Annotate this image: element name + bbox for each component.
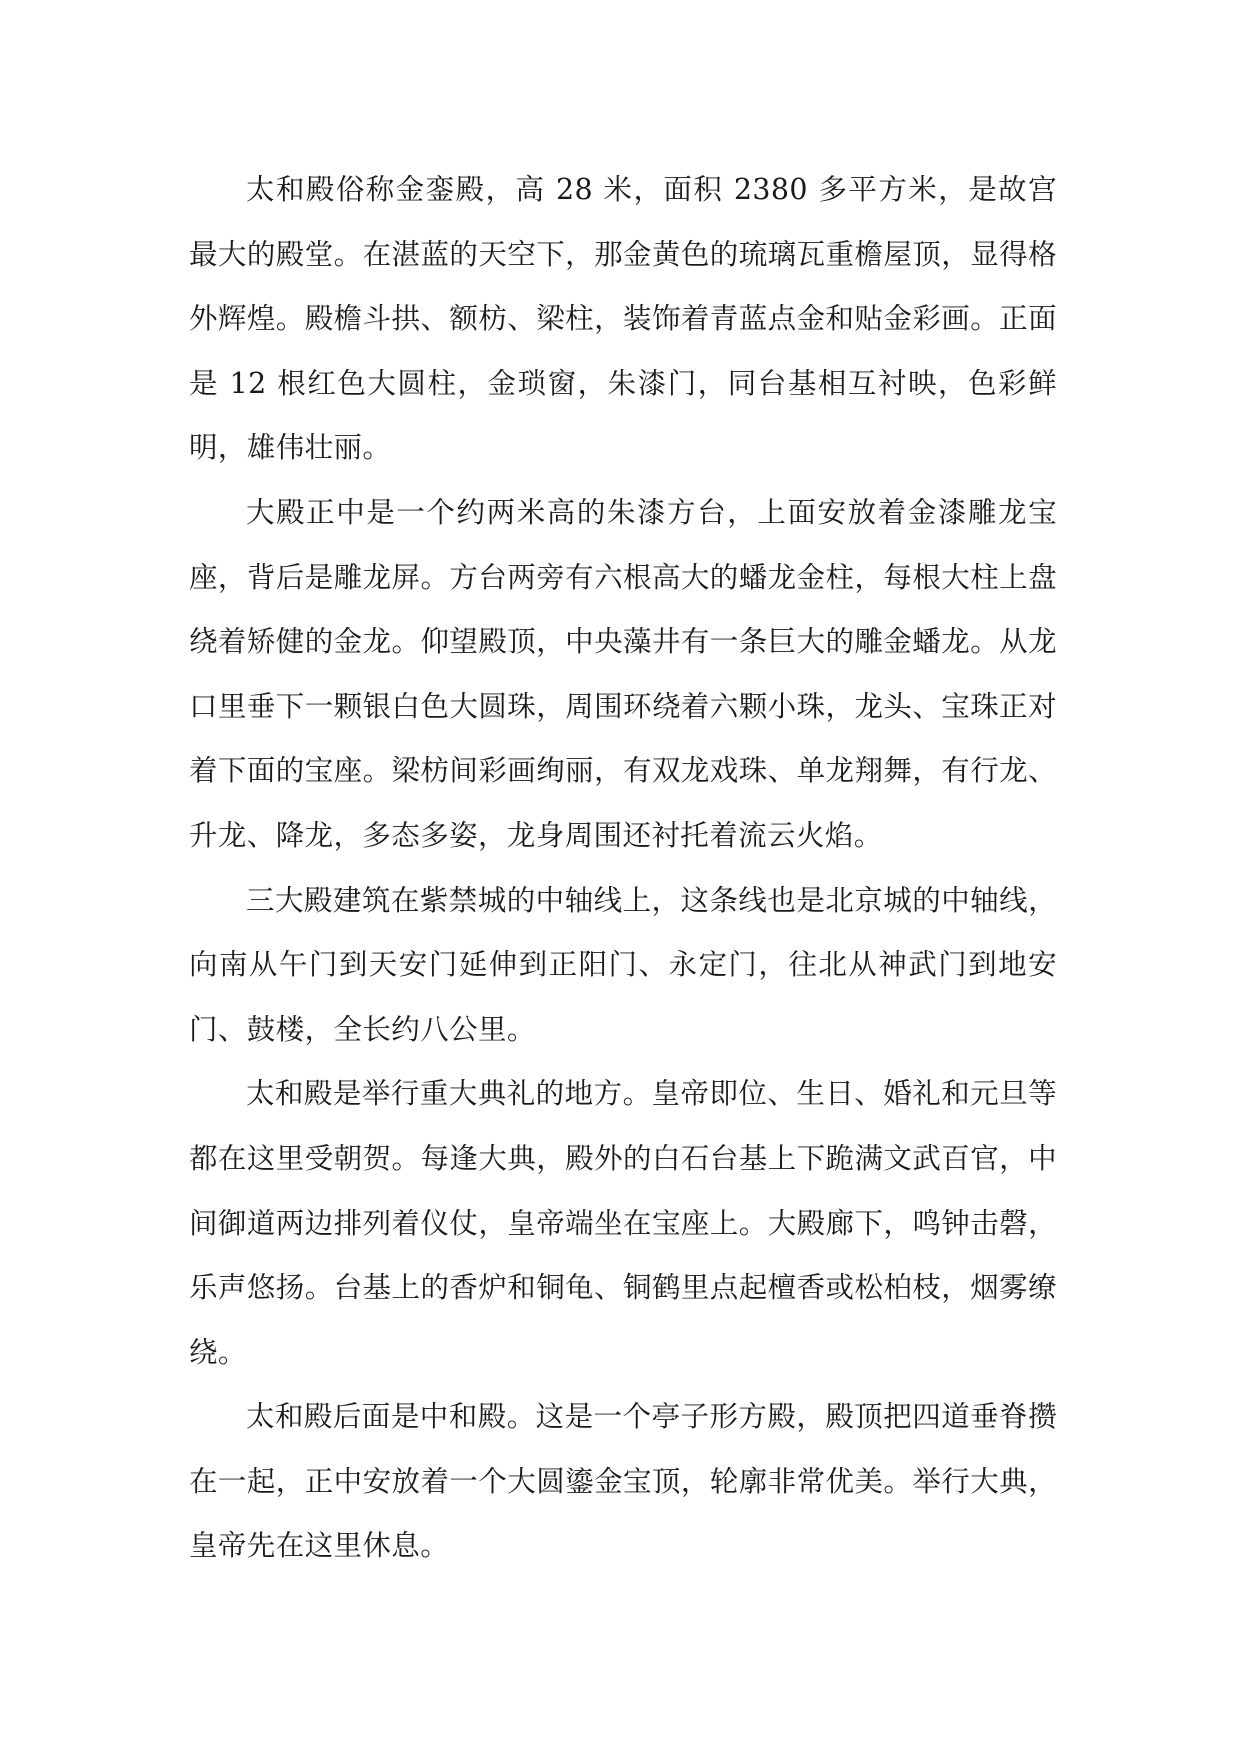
paragraph-central-axis: 三大殿建筑在紫禁城的中轴线上，这条线也是北京城的中轴线，向南从午门到天安门延伸到正阳门、永定门，往北从神武门到地安门、鼓楼，全长约八公里。 bbox=[189, 883, 1057, 1046]
paragraph-ceremonies: 太和殿是举行重大典礼的地方。皇帝即位、生日、婚礼和元旦等都在这里受朝贺。每逢大典，殿外的白石台基上下跪满文武百官，中间御道两边排列着仪仗，皇帝端坐在宝座上。大殿廊下，鸣钟击磬，乐声悠扬。台基上的香炉和铜龟、铜鹤里点起檀香或松柏枝，烟雾缭绕。 bbox=[189, 1077, 1057, 1369]
paragraph-zhonghe-hall: 太和殿后面是中和殿。这是一个亭子形方殿，殿顶把四道垂脊攒在一起，正中安放着一个大圆鎏金宝顶，轮廓非常优美。举行大典，皇帝先在这里休息。 bbox=[189, 1400, 1057, 1563]
document-body bbox=[189, 158, 1057, 1579]
paragraph-throne-and-dragons: 大殿正中是一个约两米高的朱漆方台，上面安放着金漆雕龙宝座，背后是雕龙屏。方台两旁有六根高大的蟠龙金柱，每根大柱上盘绕着矫健的金龙。仰望殿顶，中央藻井有一条巨大的雕金蟠龙。从龙口里垂下一颗银白色大圆珠，周围环绕着六颗小珠，龙头、宝珠正对着下面的宝座。梁枋间彩画绚丽，有双龙戏珠、单龙翔舞，有行龙、升龙、降龙，多态多姿，龙身周围还衬托着流云火焰。 bbox=[189, 495, 1057, 852]
paragraph-taihe-hall-description: 太和殿俗称金銮殿，高 28 米，面积 2380 多平方米，是故宫最大的殿堂。在湛蓝的天空下，那金黄色的琉璃瓦重檐屋顶，显得格外辉煌。殿檐斗拱、额枋、梁柱，装饰着青蓝点金和贴金彩画。正面是 12 根红色大圆柱，金琐窗，朱漆门，同台基相互衬映，色彩鲜明，雄伟壮丽。 bbox=[189, 173, 1057, 465]
